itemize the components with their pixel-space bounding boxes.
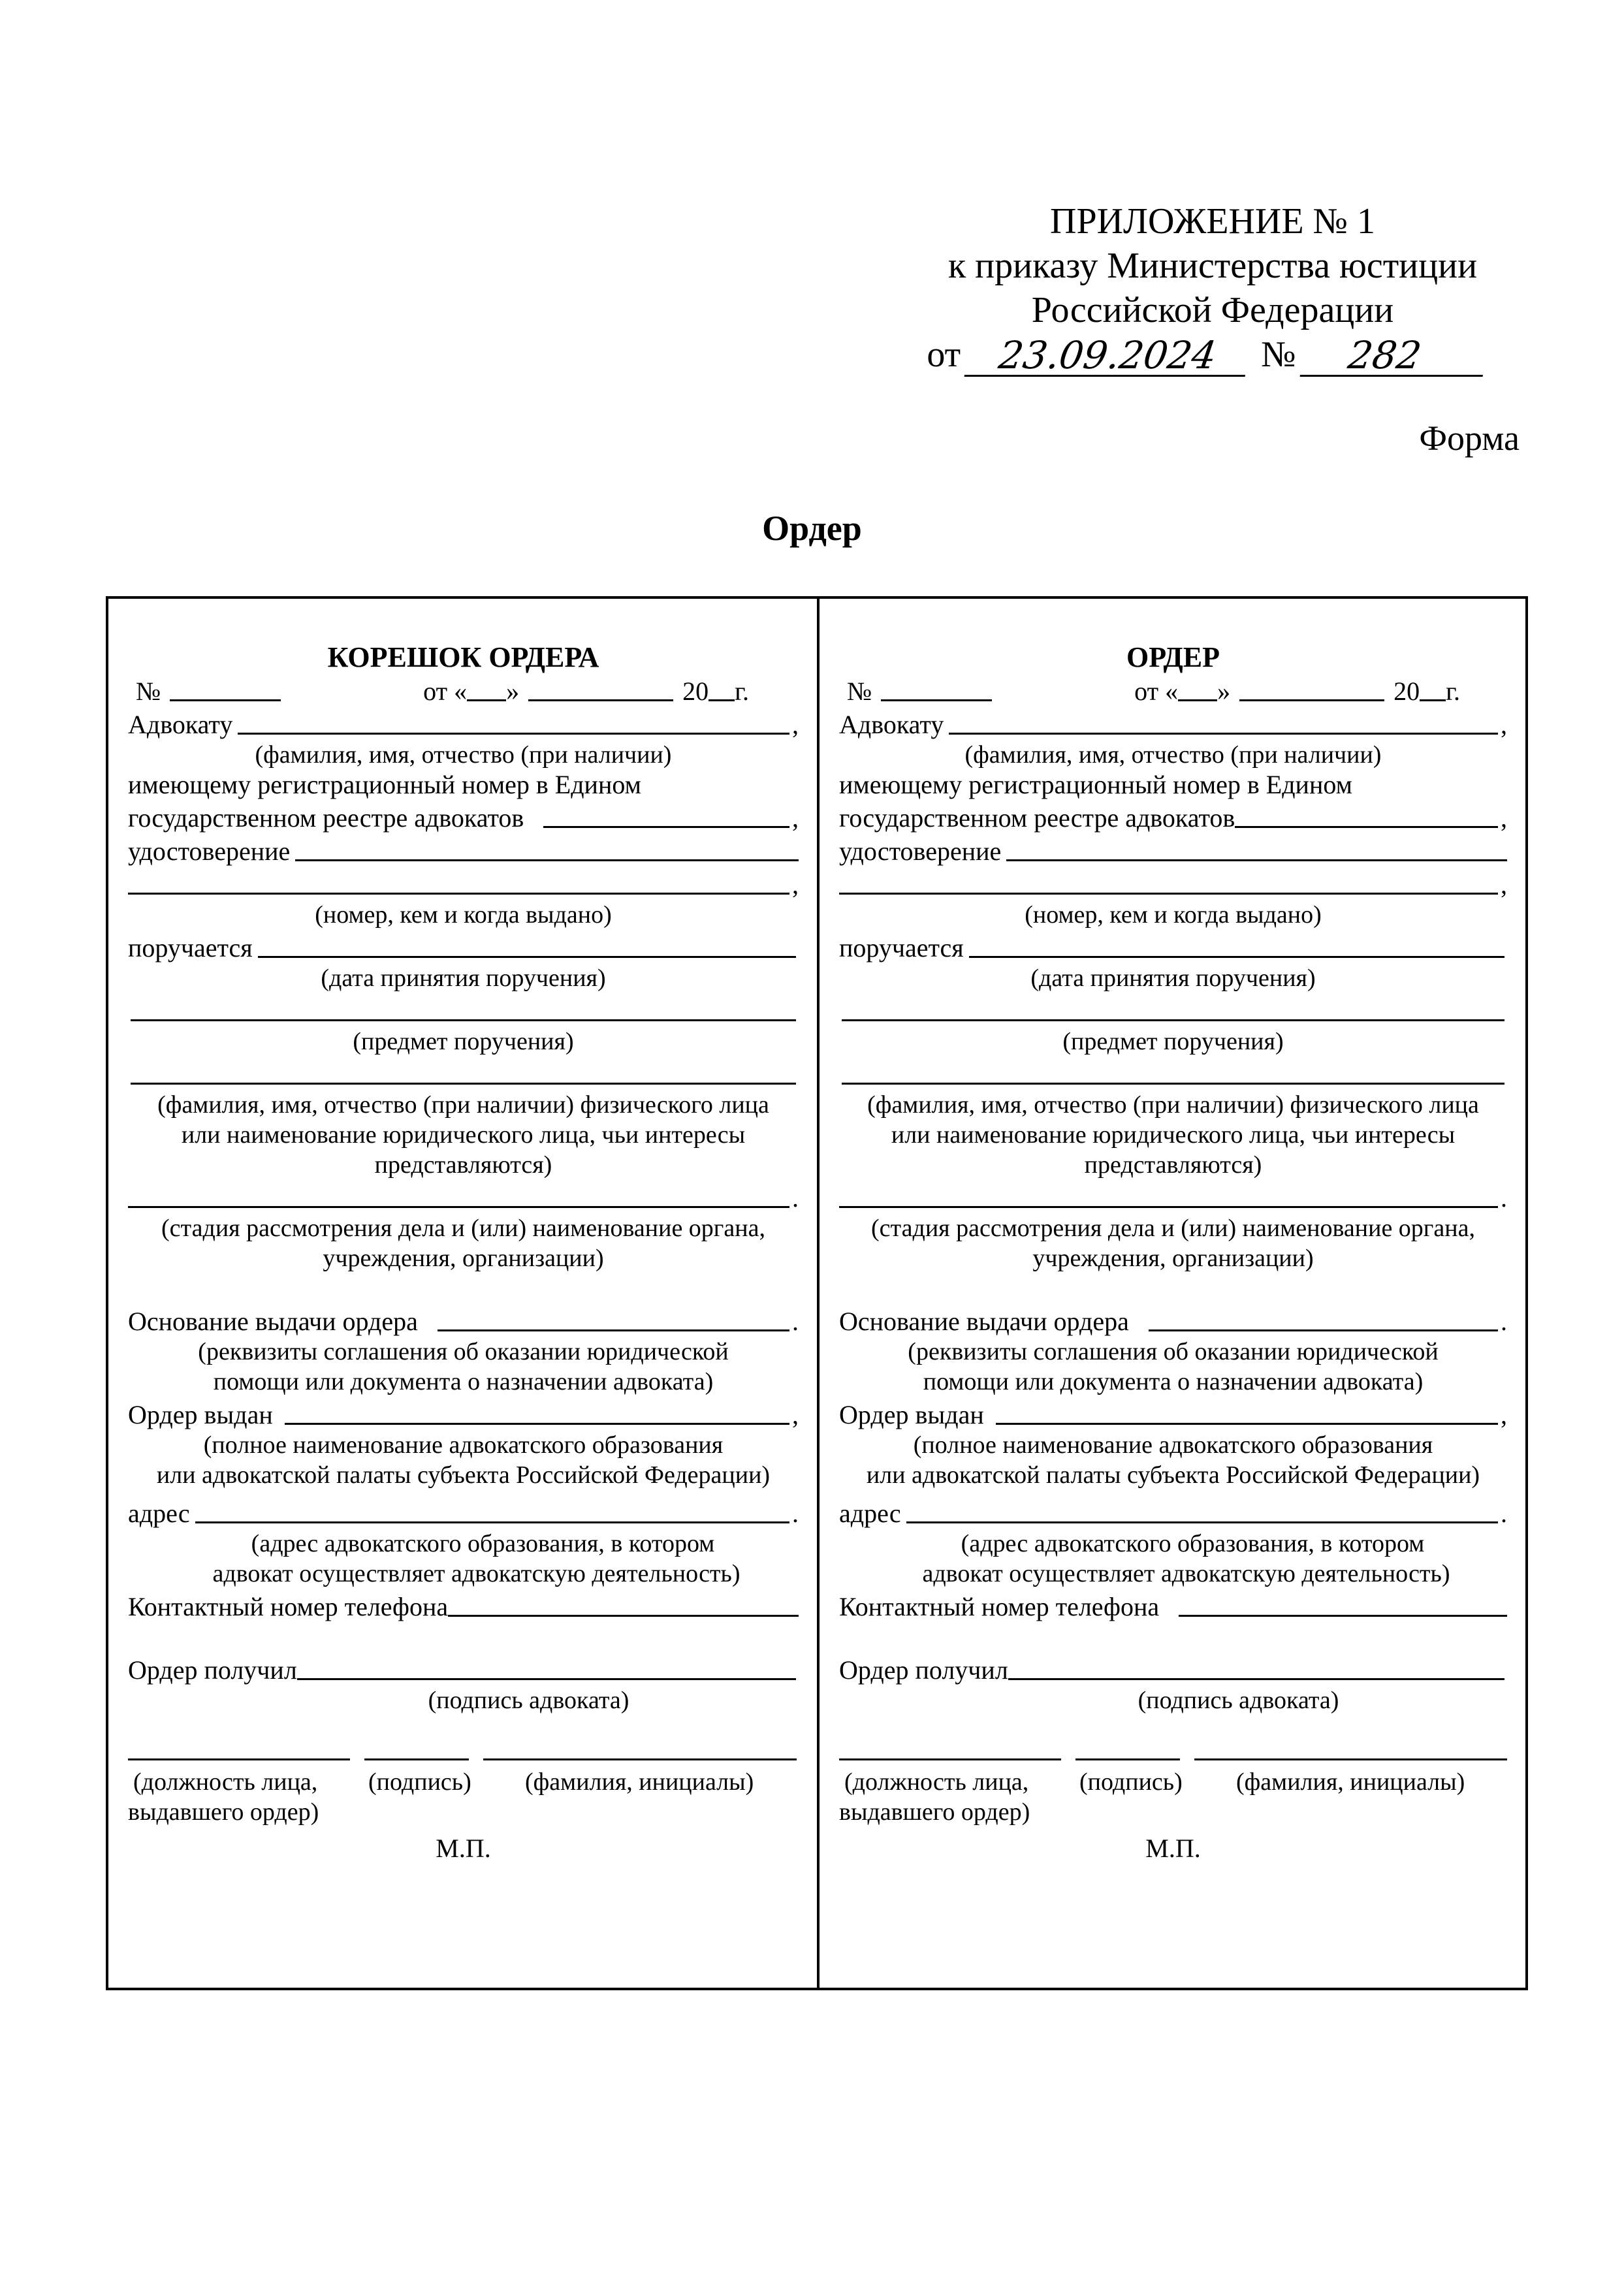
caption-stage-1: (стадия рассмотрения дела и (или) наименование органа, <box>161 1215 765 1242</box>
dot: . <box>792 1307 799 1336</box>
address-row <box>128 1495 799 1529</box>
caption-address-2: адвокат осуществляет адвокатскую деятельность) <box>212 1560 740 1587</box>
caption-stage-2: учреждения, организации) <box>1032 1245 1314 1272</box>
issued-label: Ордер выдан <box>128 1400 273 1429</box>
comma: , <box>1501 803 1507 833</box>
number-field[interactable] <box>170 675 281 701</box>
order-date-field[interactable]: 23.09.2024 <box>964 336 1251 377</box>
reg-text-1: имеющему регистрационный номер в Едином <box>839 770 1352 799</box>
caption-date: (дата принятия поручения) <box>321 964 606 992</box>
certificate-row <box>128 833 799 867</box>
year-field[interactable] <box>709 675 735 701</box>
issuer-signature-lines <box>839 1745 1507 1760</box>
order-number-field[interactable]: 282 <box>1299 336 1488 377</box>
signature-field[interactable] <box>1075 1745 1180 1760</box>
assigned-date-field[interactable] <box>258 930 796 958</box>
month-field[interactable] <box>1239 675 1384 701</box>
order-form-table <box>106 596 1528 1990</box>
comma: , <box>1501 870 1507 899</box>
comma: , <box>792 870 799 899</box>
name-field[interactable] <box>483 1745 797 1760</box>
caption-fio: (фамилия, имя, отчество (при наличии) <box>255 741 672 769</box>
stage-field[interactable] <box>839 1180 1498 1208</box>
certificate-label: удостоверение <box>128 836 291 866</box>
caption-position: (должность лица, <box>133 1768 318 1796</box>
caption-received: (подпись адвоката) <box>1138 1687 1339 1714</box>
dot: . <box>1501 1307 1507 1336</box>
day-field[interactable] <box>1178 675 1217 701</box>
caption-issued-1: (полное наименование адвокатского образования <box>203 1431 724 1459</box>
issuer-signature-lines <box>128 1745 799 1760</box>
received-row <box>839 1652 1507 1685</box>
assigned-date-field[interactable] <box>969 930 1505 958</box>
caption-certificate: (номер, кем и когда выдано) <box>315 901 612 929</box>
caption-person-1: (фамилия, имя, отчество (при наличии) физического лица <box>867 1091 1479 1119</box>
phone-label: Контактный номер телефона <box>128 1592 449 1621</box>
position-field[interactable] <box>128 1745 350 1760</box>
received-signature-field[interactable] <box>297 1652 796 1680</box>
caption-basis-1: (реквизиты соглашения об оказании юридической <box>198 1338 729 1365</box>
address-label: адрес <box>128 1499 190 1528</box>
caption-address-2: адвокат осуществляет адвокатскую деятельность) <box>922 1560 1450 1587</box>
appendix-line-2: к приказу Министерства юстиции <box>947 246 1478 286</box>
caption-date: (дата принятия поручения) <box>1030 964 1316 992</box>
certificate-row-2 <box>839 867 1507 900</box>
basis-label: Основание выдачи ордера <box>128 1307 418 1336</box>
basis-field[interactable] <box>438 1303 789 1331</box>
issuer-captions <box>839 1767 1507 1797</box>
year-prefix: 20 <box>682 676 709 706</box>
received-signature-field[interactable] <box>1008 1652 1505 1680</box>
date-prefix: от <box>927 334 961 375</box>
caption-stage-2: учреждения, организации) <box>323 1245 604 1272</box>
comma: , <box>1501 1400 1507 1429</box>
caption-name: (фамилия, инициалы) <box>525 1768 754 1796</box>
certificate-field-2[interactable] <box>839 867 1498 895</box>
reg-text-2: государственном реестре адвокатов <box>839 803 1235 833</box>
received-label: Ордер получил <box>839 1655 1008 1685</box>
assigned-label: поручается <box>839 933 964 962</box>
caption-stage-1: (стадия рассмотрения дела и (или) наименование органа, <box>871 1215 1475 1242</box>
caption-signature: (подпись) <box>368 1768 471 1796</box>
certificate-row <box>839 833 1507 867</box>
signature-field[interactable] <box>364 1745 469 1760</box>
from-label: от « <box>423 676 468 706</box>
stub-heading: КОРЕШОК ОРДЕРА <box>327 641 599 673</box>
address-field[interactable] <box>906 1495 1498 1523</box>
advocate-label: Адвокату <box>128 710 233 739</box>
certificate-field[interactable] <box>1006 833 1507 861</box>
caption-basis-2: помощи или документа о назначении адвоката) <box>213 1368 714 1395</box>
registry-row <box>128 800 799 833</box>
advocate-field[interactable] <box>949 707 1498 735</box>
issued-row <box>839 1397 1507 1430</box>
order-column <box>817 599 1525 1988</box>
certificate-field[interactable] <box>295 833 799 861</box>
caption-signature: (подпись) <box>1079 1768 1183 1796</box>
phone-label: Контактный номер телефона <box>839 1592 1160 1621</box>
year-field[interactable] <box>1420 675 1446 701</box>
advocate-row <box>839 707 1507 740</box>
number-label: № <box>136 676 161 706</box>
subject-row <box>839 993 1507 1026</box>
number-date-row <box>839 675 1507 707</box>
number-date-row <box>128 675 799 707</box>
assigned-row <box>128 930 799 963</box>
quote-close: » <box>1217 676 1231 706</box>
person-row <box>839 1057 1507 1090</box>
subject-field[interactable] <box>842 993 1505 1021</box>
form-label: Форма <box>1419 419 1520 458</box>
year-prefix: 20 <box>1393 676 1420 706</box>
caption-position: (должность лица, <box>844 1768 1029 1796</box>
month-field[interactable] <box>528 675 673 701</box>
subject-row <box>128 993 799 1026</box>
position-field[interactable] <box>839 1745 1061 1760</box>
received-row <box>128 1652 799 1685</box>
advocate-label: Адвокату <box>839 710 944 739</box>
address-row <box>839 1495 1507 1529</box>
caption-issued-1: (полное наименование адвокатского образования <box>913 1431 1433 1459</box>
number-label: № <box>847 676 872 706</box>
comma: , <box>792 803 799 833</box>
issued-field[interactable] <box>285 1397 789 1425</box>
dot: . <box>1501 1183 1507 1213</box>
address-field[interactable] <box>195 1495 789 1523</box>
stage-row <box>128 1180 799 1213</box>
certificate-row-2 <box>128 867 799 900</box>
caption-person-2: или наименование юридического лица, чьи интересы <box>891 1121 1456 1149</box>
advocate-field[interactable] <box>238 707 789 735</box>
caption-issued-2: или адвокатской палаты субъекта Российской Федерации) <box>866 1461 1480 1489</box>
address-label: адрес <box>839 1499 901 1528</box>
certificate-field-2[interactable] <box>128 867 789 895</box>
year-suffix: г. <box>1446 676 1461 706</box>
issuer-captions <box>128 1767 799 1797</box>
caption-subject: (предмет поручения) <box>1062 1028 1284 1055</box>
stub-column <box>108 599 817 1988</box>
caption-name: (фамилия, инициалы) <box>1236 1768 1465 1796</box>
basis-row <box>839 1303 1507 1337</box>
order-date-number <box>906 332 1506 377</box>
basis-row <box>128 1303 799 1337</box>
stage-field[interactable] <box>128 1180 789 1208</box>
number-prefix: № <box>1261 334 1296 375</box>
phone-field[interactable] <box>448 1589 799 1617</box>
caption-fio: (фамилия, имя, отчество (при наличии) <box>964 741 1382 769</box>
caption-basis-1: (реквизиты соглашения об оказании юридической <box>908 1338 1439 1365</box>
caption-person-2: или наименование юридического лица, чьи интересы <box>181 1121 746 1149</box>
caption-position-2: выдавшего ордер) <box>839 1798 1030 1826</box>
appendix-header <box>919 199 1506 377</box>
reg-text-1: имеющему регистрационный номер в Едином <box>128 770 641 799</box>
issued-row <box>128 1397 799 1430</box>
assigned-row <box>839 930 1507 963</box>
caption-address-1: (адрес адвокатского образования, в котором <box>961 1530 1425 1557</box>
caption-received: (подпись адвоката) <box>428 1687 629 1714</box>
certificate-label: удостоверение <box>839 836 1002 866</box>
order-heading: ОРДЕР <box>1126 641 1220 673</box>
dot: . <box>792 1499 799 1528</box>
reg-text-2: государственном реестре адвокатов <box>128 803 524 833</box>
phone-row <box>128 1589 799 1622</box>
basis-field[interactable] <box>1149 1303 1498 1331</box>
stage-row <box>839 1180 1507 1213</box>
issued-field[interactable] <box>996 1397 1498 1425</box>
comma: , <box>792 1400 799 1429</box>
seal-label: М.П. <box>1145 1834 1201 1863</box>
person-field[interactable] <box>131 1057 796 1085</box>
quote-close: » <box>506 676 520 706</box>
assigned-label: поручается <box>128 933 253 962</box>
subject-field[interactable] <box>131 993 796 1021</box>
caption-basis-2: помощи или документа о назначении адвоката) <box>923 1368 1424 1395</box>
comma: , <box>1501 710 1507 739</box>
phone-row <box>839 1589 1507 1622</box>
caption-person-3: представляются) <box>374 1151 552 1179</box>
caption-subject: (предмет поручения) <box>353 1028 574 1055</box>
person-field[interactable] <box>842 1057 1505 1085</box>
advocate-row <box>128 707 799 740</box>
name-field[interactable] <box>1194 1745 1508 1760</box>
document-title: Ордер <box>762 509 862 548</box>
appendix-line-3: Российской Федерации <box>1031 290 1394 330</box>
registry-row <box>839 800 1507 833</box>
from-label: от « <box>1134 676 1179 706</box>
number-field[interactable] <box>881 675 992 701</box>
caption-certificate: (номер, кем и когда выдано) <box>1025 901 1322 929</box>
caption-address-1: (адрес адвокатского образования, в котором <box>251 1530 715 1557</box>
basis-label: Основание выдачи ордера <box>839 1307 1129 1336</box>
person-row <box>128 1057 799 1090</box>
dot: . <box>1501 1499 1507 1528</box>
caption-person-1: (фамилия, имя, отчество (при наличии) физического лица <box>157 1091 769 1119</box>
caption-position-2: выдавшего ордер) <box>128 1798 319 1826</box>
appendix-title: ПРИЛОЖЕНИЕ № 1 <box>1050 201 1375 242</box>
seal-label: М.П. <box>436 1834 491 1863</box>
caption-person-3: представляются) <box>1084 1151 1262 1179</box>
issued-label: Ордер выдан <box>839 1400 984 1429</box>
registry-number-field[interactable] <box>1235 800 1498 828</box>
phone-field[interactable] <box>1179 1589 1507 1617</box>
caption-issued-2: или адвокатской палаты субъекта Российской Федерации) <box>156 1461 771 1489</box>
year-suffix: г. <box>735 676 750 706</box>
received-label: Ордер получил <box>128 1655 297 1685</box>
registry-number-field[interactable] <box>543 800 789 828</box>
dot: . <box>792 1183 799 1213</box>
comma: , <box>792 710 799 739</box>
day-field[interactable] <box>467 675 506 701</box>
